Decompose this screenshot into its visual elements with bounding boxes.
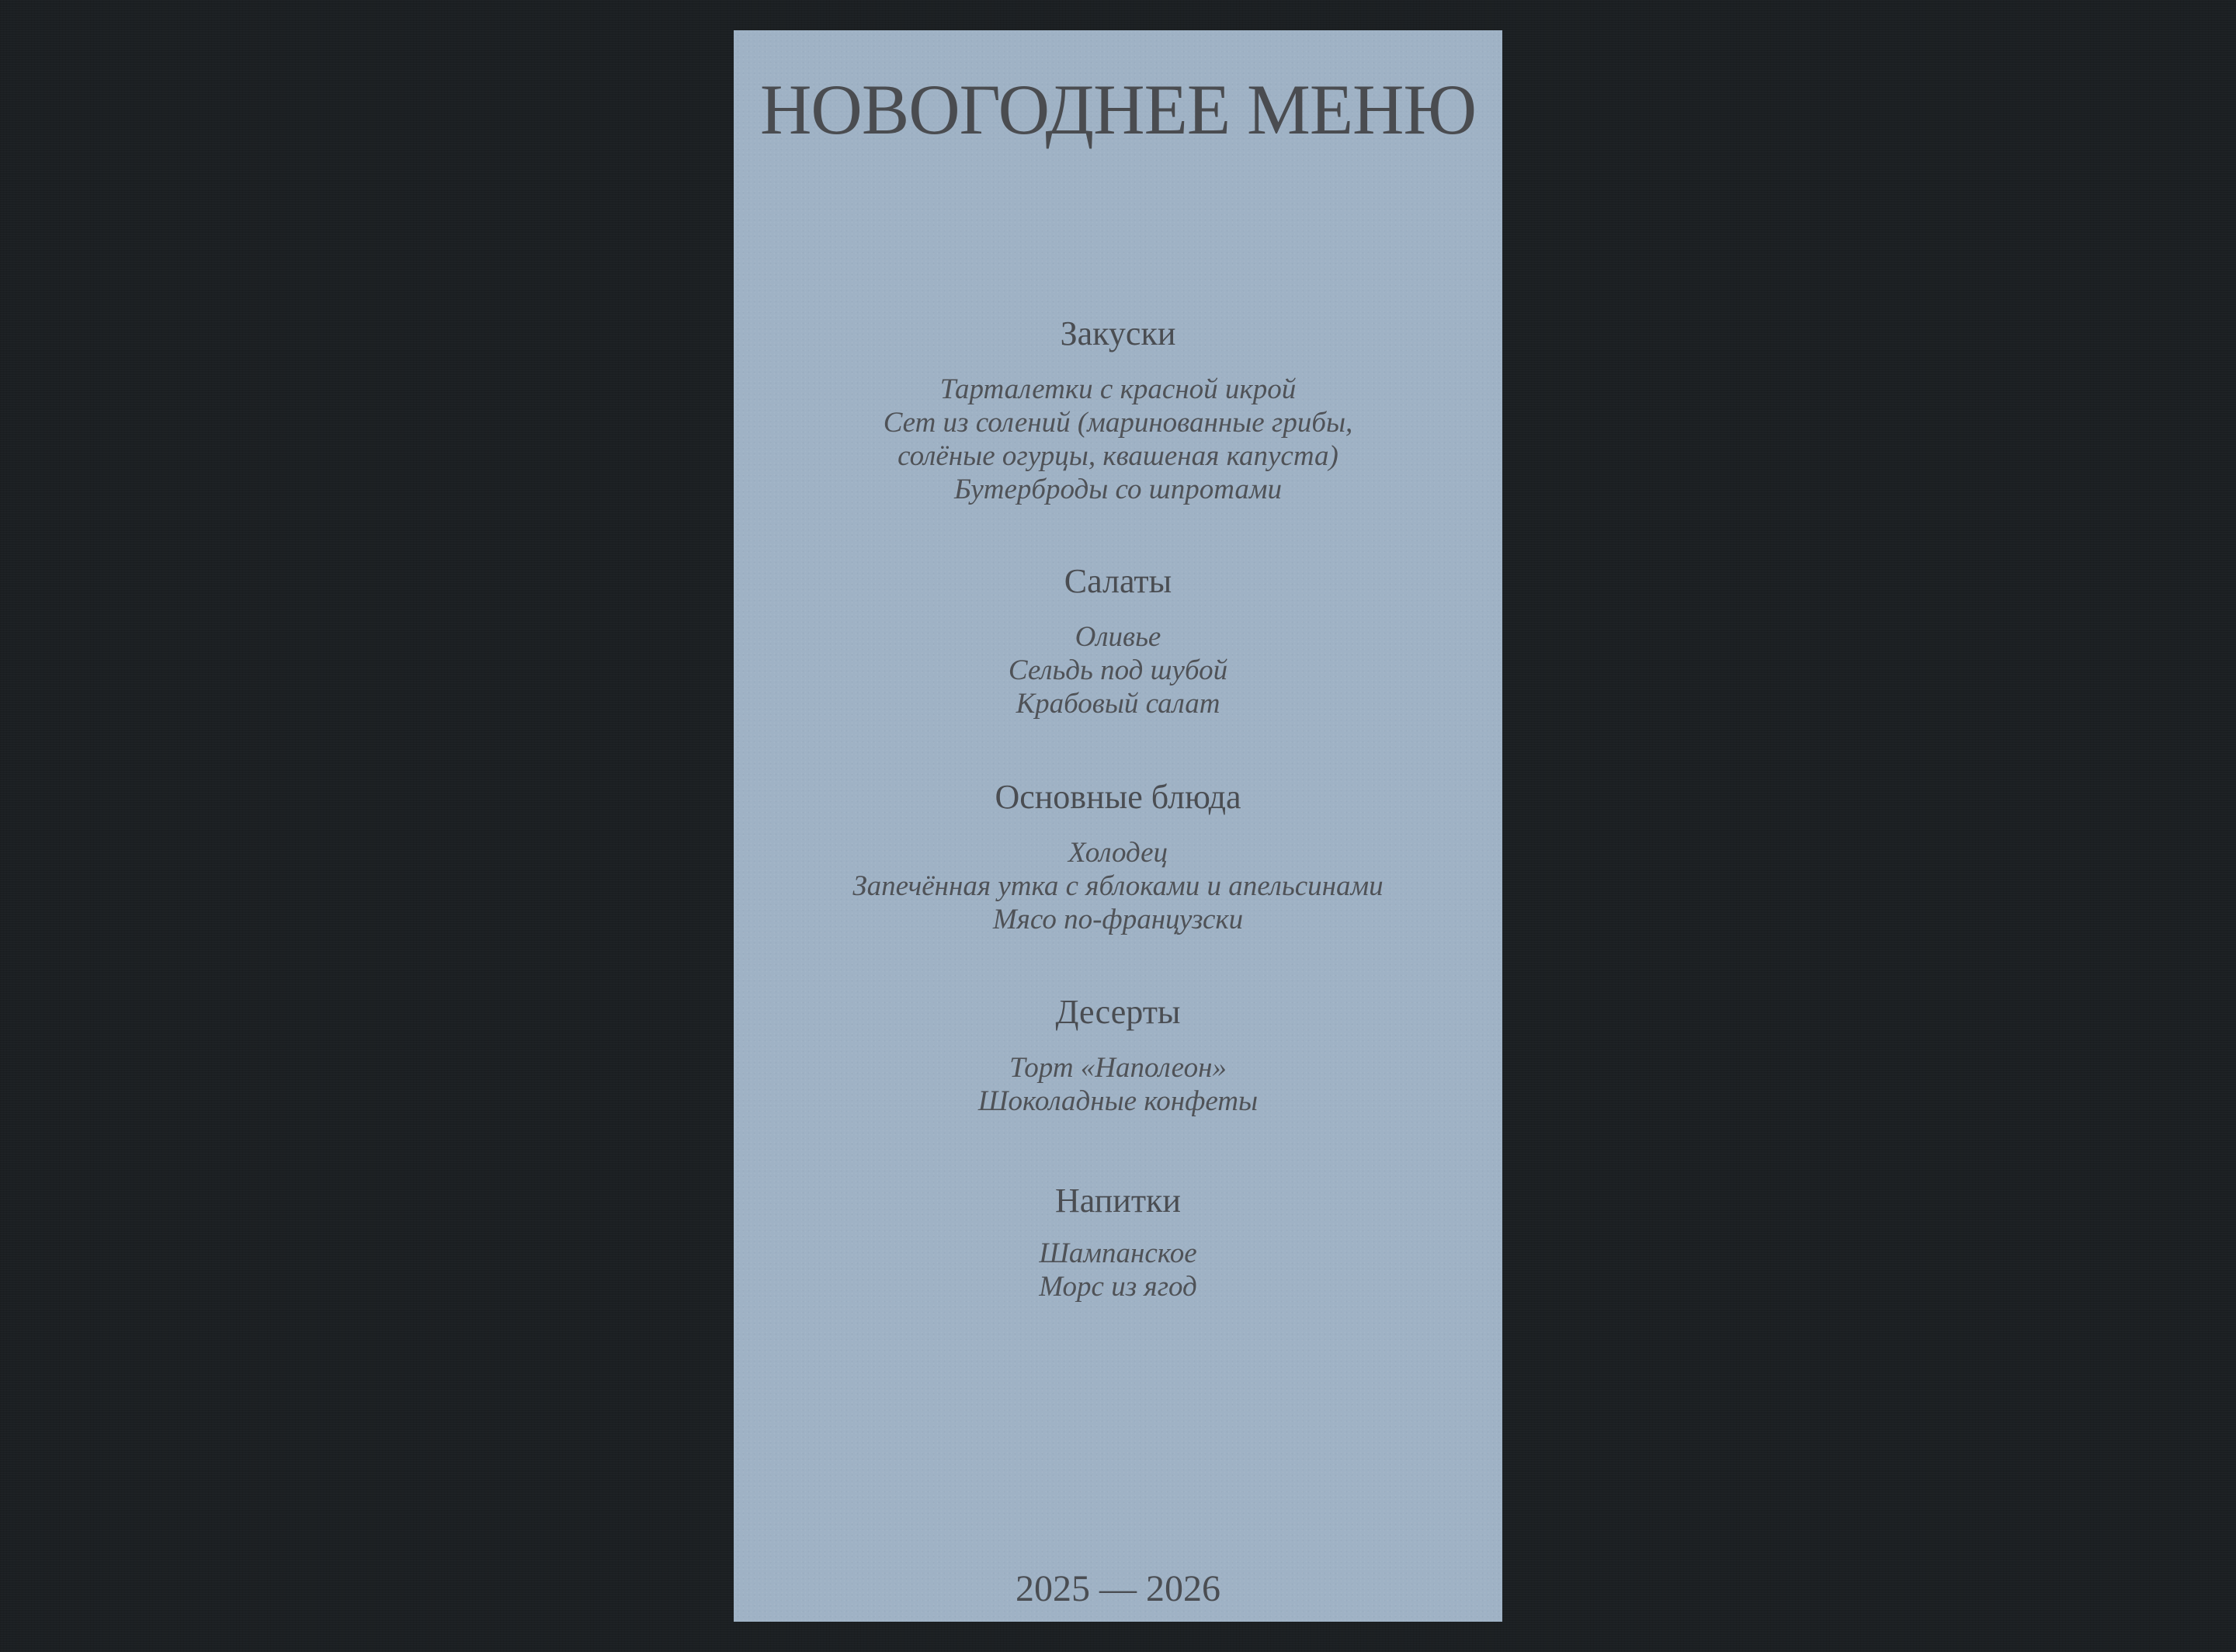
menu-card bbox=[734, 30, 1502, 1622]
menu-title: НОВОГОДНЕЕ МЕНЮ bbox=[759, 70, 1477, 149]
section-salads bbox=[734, 560, 1502, 720]
dish-item: Запечённая утка с яблоками и апельсинами bbox=[852, 870, 1384, 902]
section-appetizers bbox=[734, 312, 1502, 506]
dish-item: Шоколадные конфеты bbox=[977, 1085, 1259, 1117]
dish-item: Шампанское bbox=[1039, 1237, 1197, 1269]
dish-item: Сельдь под шубой bbox=[1008, 654, 1228, 686]
section-title: Напитки bbox=[1055, 1182, 1181, 1220]
dish-item: Крабовый салат bbox=[1016, 688, 1220, 720]
section-title: Закуски bbox=[1060, 314, 1176, 352]
section-main-courses bbox=[734, 776, 1502, 936]
dish-list bbox=[734, 373, 1502, 506]
dish-item: Холодец bbox=[1068, 837, 1168, 869]
dish-list bbox=[734, 836, 1502, 936]
section-title: Десерты bbox=[1055, 993, 1181, 1031]
dish-item: Морс из ягод bbox=[1039, 1271, 1197, 1303]
dish-item: солёные огурцы, квашеная капуста) bbox=[898, 440, 1338, 472]
menu-years: 2025 — 2026 bbox=[1016, 1568, 1220, 1609]
dish-item: Оливье bbox=[1075, 621, 1161, 653]
dish-item: Тарталетки с красной икрой bbox=[939, 373, 1297, 405]
dish-item: Сет из солений (маринованные грибы, bbox=[883, 407, 1353, 439]
section-drinks bbox=[734, 1179, 1502, 1303]
dish-item: Торт «Наполеон» bbox=[1009, 1052, 1227, 1084]
dish-list bbox=[734, 620, 1502, 720]
section-title: Основные блюда bbox=[995, 778, 1241, 816]
dish-item: Мясо по-французски bbox=[992, 904, 1244, 935]
dish-list bbox=[734, 1051, 1502, 1118]
section-title: Салаты bbox=[1064, 562, 1172, 600]
dish-list bbox=[734, 1237, 1502, 1303]
section-desserts bbox=[734, 991, 1502, 1118]
dish-item: Бутерброды со шпротами bbox=[953, 474, 1283, 505]
